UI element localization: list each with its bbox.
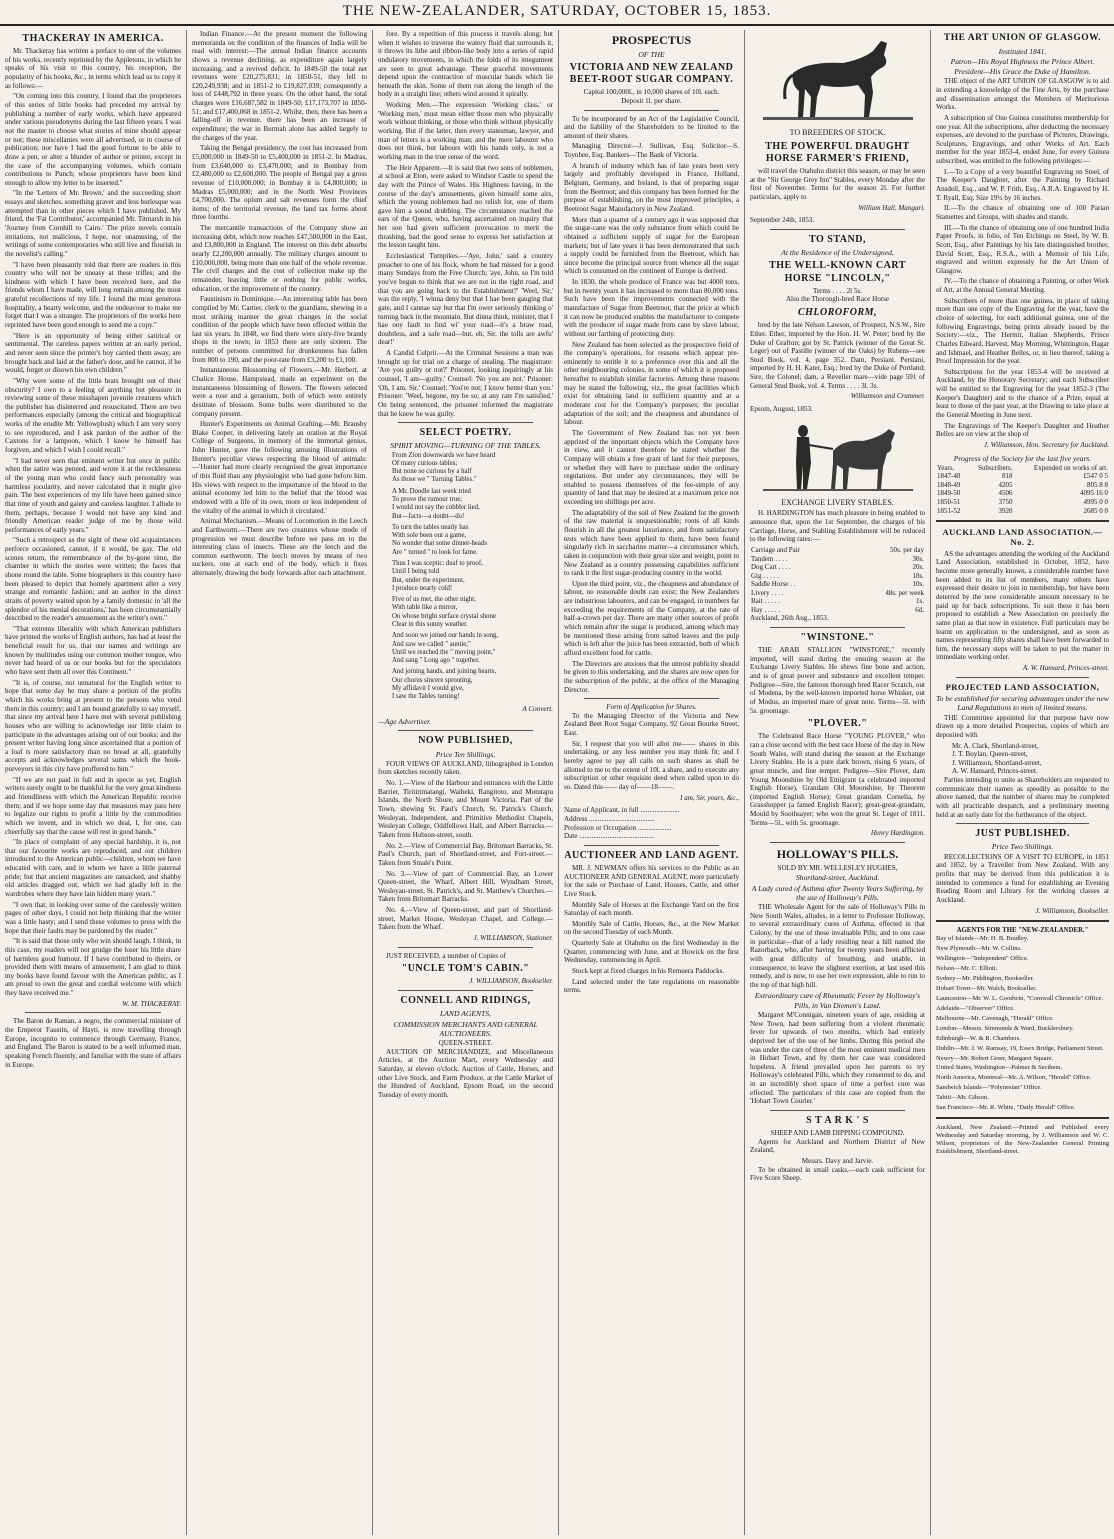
divider [956,677,1089,678]
poem-line: Our chorus sincere sprouting, [392,676,473,684]
poem-stanza [378,452,553,485]
ad-signature: Williamson and Crummer. [850,392,925,401]
table-row [936,489,1109,498]
poem-stanza [378,668,553,701]
agent-entry: Hobart Town—Mr. Walch, Bookseller. [936,985,1037,993]
ad-subheading: SHEEP AND LAMB DIPPING COMPOUND. [770,1129,905,1138]
table-cell: 805 8 8 [1087,480,1108,489]
table-cell: 4205 [998,480,1013,489]
table-cell: £547 0 5 [1083,472,1108,481]
poem-title: SPIRIT MOVING—TURNING OF THE TABLES. [390,441,541,451]
ad-body: The Engravings of The Keeper's Daughter and Heather Belles are on view at the shop of [936,421,1109,439]
table-cell: 2685 0 0 [1083,506,1108,515]
poem-line: And soon we joined our hands in song, [392,632,499,640]
divider [936,1117,1109,1119]
ad-body: AUCTION OF MERCHANDIZE, and Miscellaneous Articles, at the Auction Mart, every Wednesday and Saturday, at eleven o'clock. Auction of Cattle, Horses, and other Live Stock, and Farm Produce, at the Cattle Market of the Hundred of Auckland, Epsom Road, on the second Tuesday of every month. [378,1047,553,1099]
prospectus-paragraph: The adaptability of the soil of New Zealand for the growth of the raw material is unquestionable; roots of all kinds flourish in all the greatest luxuriance, and from satisfactory tests which have been applied to them, have been found singularly rich in saccharine matter—a circumstance which, taken in conjunction with their great size and weight, point to New Zealand as a country possessing capabilities sufficient to rank it the first sugar-producing country in the world. [564,508,739,578]
table-cell: 1851-52 [937,506,961,515]
table-cell: 48s. per week [885,588,924,597]
poem-line: Thus I was sceptic: deaf to proof, [392,560,483,567]
agent-entry: Launceston—Mr. W. L. Goodwin, "Cornwall Chronicle" Office. [936,995,1104,1002]
divider [398,730,533,731]
form-field: Profession or Occupation ................... [564,823,672,832]
ad-heading: S T A R K ' S [806,1115,869,1127]
ad-item: No. 3.—View of part of Commercial Bay, an Lower Queen-street, the Wharf, Albert Hill, Wyndham Street, Wesleyan-street, St. Patrick's, and St. Matthew's Churches.—Taken from Britomart Barracks. [378,869,553,904]
ad-body: THE Wholesale Agent for the sale of Holloway's Pills in New South Wales, alludes, in a letter to Professor Holloway, to several extraordinary cures of Asthma, effected in that Colony, by the use of these invaluable Pills; and to one case in particular—that of a lady residing near a hill named the Razorback, who, after having for twenty years been afflicted with great difficulty of breathing, and unable, in consequence, to leave the slightest exertion, at last used this remedy, and is now, to use her own expression, able to run to the top of that high hill. [750,903,925,989]
ad-list-item: III.—To the chance of obtaining one of one hundred India Paper Proofs, in folio, of Ten Etchings on Steel, by W. B. Scott, Esq., after Paintings by his late distinguished brother, David Scott, Esq., R.S.A., with a Memoir of his Life, engraved and written expressly for the Art Union of Glasgow. [936,223,1109,275]
form-sign: I am, Sir, yours, &c., [680,793,739,802]
prospectus-of: OF THE [638,49,665,59]
article-paragraph: "If we are not paid in full and in specie as yet, English writers surely ought to be thankful for the very great kindness and friendliness with which the American Republic receive them; and if we hope some day that measures may pass here to legalize our rights to profit a little by the commodities which we invent, and in which we deal, I, for one, can cheerfully say that the cause will rest in good hands." [5,775,181,836]
table-cell: 4095 16 0 [1080,489,1108,498]
table-row [936,472,1109,481]
table-cell: 4995 0 0 [1083,497,1108,506]
prospectus-paragraph: Managing Director—J. Sullivan, Esq. Solicitor—S. Toynbee, Esq. Bankers—The Bank of Victoria. [564,142,739,160]
table-cell: 1s. [916,597,924,606]
ad-signature: J. WILLIAMSON, Stationer. [473,934,553,942]
poem-line: A Mr. Doodle last week tried [392,487,471,495]
article-paragraph: The mercantile transactions of the Company show an increasing debt, which now reaches £47,500,000 in the East, and £3,800,000 in England. The interest on this debt absorbs nearly £2,200,000 annually. The military charges amount to £10,000,000, being more than one half of the whole revenue. The civil charges and the cost of collection make up the remainder, leaving little or nothing for public works, education, or the improvement of the country. [192,224,367,293]
poem-line: I would not say the cobbler lied, [392,504,480,512]
ad-body: The Celebrated Race Horse "YOUNG PLOVER," who ran a close second with the best race Horse of the day in New South Wales, will stand during the season at the Exchange Livery Stables. He is a pure dark brown, rising 6 years, of great muscle, and fine temper. Pedigree—Sire Plover, dam Young Moonshine by Old Emigrant (a celebrated imported English Horse), Grandam Old Moonshine, by Theorem (imported English Horse); Great grandam Cornelia, by Grasshopper (a famed English Racer); great-great-grandam, Mould by Soothsayer; who won the great St. Leger of 1811. Terms—5l., with 5s. groomage. [750,732,925,827]
poem-stanza [378,632,553,665]
agent-entry: Bay of Islands—Mr. H. B. Bradley. [936,935,1029,943]
article-paragraph: "On coming into this country, I found that the proprietors of this series of little books had preceded my arrival by publishing a number of early works, which have appeared under various pseudonyms during the last fifteen years. I was not the master to choose what stories of mine should appear or not; these miscellanies were all advertised, or in course of publication; nor have I had the good fortune to be able to draw a pen, or alter a blunder of author or printer, except in the case of the accompanying volumes, which contain contributions to Punch; whose proprietors have been kind enough to allow my letter to be inserted." [5,92,181,187]
divider [770,842,905,843]
agent-entry: Sandwich Islands—"Polynesian" Office. [936,1084,1042,1092]
ad-body: Quarterly Sale at Otahuhu on the first Wednesday in the Quarter, commencing with June, and at Howick on the first Wednesday, commencing in April. [564,939,739,965]
divider [25,1012,161,1013]
deposit-list-item: A. W. Hansard, Princes-street. [952,767,1038,776]
poem-stanza [378,596,553,629]
ad-signature: J. Williamson, Bookseller. [1035,906,1109,915]
ad-terms: Terms . . . . 2l 5s. [813,286,862,295]
table-cell: Livery . . . . [751,588,784,597]
table-cell: 6d. [915,605,924,614]
ad-item: No. 1.—View of the Harbour and entrances with the Little Barrier, Tiritirimatangi, Waiheki, Rangitoto, and Motutapu Islands, the North Shore, and Mount Victoria. Part of the Town, shewing St. Paul's Church, St. Patrick's Church, Wesleyan, Independent, and Primitive Methodist Chapels, Wesleyan College, Oddfellows Hall, and Albert Barracks.—Taken from Hobson-street, south. [378,779,553,839]
column-4 [558,30,744,1535]
ad-heading: NOW PUBLISHED, [418,735,513,747]
ad-address: Shortland-street, Auckland. [795,873,880,883]
article-paragraph: "Why were some of the little brats brought out of their obscurity? I own to a feeling of anything but pleasure in reviewing some of these misshapen juvenile creatures which the publisher has disinterred and resuscitated. There are two performances especially (among the critical and biographical works of the erudite Mr. Yellowplush) which I am very sorry to see reproduced, and I ask pardon of the author of the Caxtons for a lampoon, which I know he himself has forgiven, and which I wish I could recall." [5,376,181,455]
table-cell: Saddle Horse . . [751,580,796,589]
poem-line: Are " turned " to look for fame. [392,548,478,556]
article-paragraph: "It is said that those only who win should laugh. I think, in this case, my readers will not grudge the loser his little share of harmless good humour. If I have contributed to theirs, or provided them with means of amusement, I am glad to think my books have found favour with the American public, as I am proud to own the great and cordial welcome with which they have received me." [5,937,181,998]
ad-body: will travel the Otahuhu district this season, or may be seen at the "Sir George Grey Inn" Stables, every Monday after the first of November. Terms for the season 2l. For further particulars, apply to [750,167,925,202]
table-header: Subscribers. [978,463,1013,472]
article-paragraph: The Baron de Raman, a negro, the commercial minister of the Emperor Faustin, of Hayti, is now travelling through Europe, incognito to commence through Germany, France, and England. The Baron is stated to be a well informed man, speaking French fluently, and familiar with the state of affairs in Europe. [5,1017,181,1069]
ad-subheading: LAND AGENTS, [440,1009,491,1019]
ad-item: No. 2.—View of Commercial Bay, Britomart Barracks, St. Paul's Church, part of Shortland-street, and Fort-street.—Taken from Smale's Point. [378,841,553,867]
divider [936,920,1109,922]
company-name: VICTORIA AND NEW ZEALAND BEET-ROOT SUGAR COMPANY. [569,61,734,86]
ad-heading: HOLLOWAY'S PILLS. [776,847,899,862]
ad-body: Stock kept at fixed charges in his Remuera Paddocks. [572,967,725,976]
ad-subheading: Extraordinary cure of Rheumatic Fever by Holloway's Pills, in Van Diemen's Land. [754,991,921,1010]
horse-title: "WINSTONE." [800,631,875,643]
table-cell: 10s. [912,580,924,589]
article-paragraph: "That extreme liberality with which American publishers have printed the works of English authors, has had at least the beneficial result for us, that our names and writings are known by multitudes using our common mother tongue, who never had heard of us or our books but for the speculators who have sent them all over this Continent." [5,624,181,677]
table-cell: Hay . . . . . [751,605,781,614]
ad-body: Subscribers of more than one guinea, in place of taking more than one copy of the Engraving for the year, have the choice of selecting, for each additional guinea, one of the following Engravings, being prints already issued by the Society:—viz., The Hermit, Italian Shepherds, Prince Charles Edward, Harvest, May Morning, Whittington, Hagar and Ishmael, and Heather Belles, or, in lieu thereof, taking a Proof Impression for the year. [936,296,1109,366]
table-row [750,563,925,572]
table-row [750,580,925,589]
poem-line: But none so curious by a half [392,468,472,476]
prospectus-paragraph: A branch of industry which has of late years been very largely and profitably developed in France, Holland, Belgium, Germany, and Ireland, is that of preparing sugar from the Beetroot; and this company has been formed for the purpose of establishing, on the most improved principles, a Beetroot Sugar Manufactory in New Zealand. [564,161,739,213]
ad-date: Auckland, 26th Aug., 1853. [750,614,829,623]
divider [584,845,719,846]
horse-title: THE WELL-KNOWN CART HORSE "LINCOLN," [769,260,906,284]
masthead [0,0,1114,26]
ad-body: Margaret M'Connigan, nineteen years of age, residing at New Town, had been suffering from a violent rheumatic fever for upwards of two months, which had entirely deprived her of the use of her limbs. During this period she was under the care of three of the most eminent medical men in Hobart Town, and by them her case was considered hopeless. A friend prevailed upon her parents to try Holloway's celebrated Pills, which they consented to do, and in an incredibly short space of time a perfect cure was effected. The particulars of this case are copied from the 'Hobart Town Courier.' [750,1010,925,1106]
poem-line: With sole been our a game, [392,532,467,540]
table-row [750,555,925,564]
prospectus-paragraph: New Zealand has been selected as the prospective field of the company's operations, for reasons which appear pre-eminently to entitle it to a preference over this and all the other neighbouring colonies, in some of which it is proposed hereafter to establish similar factories. Among these reasons may be stated the following, viz., the great facilities which exist for obtaining land in sufficient quantity and at a moderate cost for the Company's purposes; the peculiar adaptation of the soil; and the cheapness and abundance of labour. [564,340,739,427]
divider [398,947,533,948]
agent-entry: Tahiti—Mr. Gibson. [936,1094,989,1102]
ad-body: Monthly Sale of Horses at the Exchange Yard on the first Saturday of each month. [564,900,739,918]
ad-body: Subscriptions for the year 1853-4 will be received at Auckland, by the Honorary Secretary; and each Subscriber will be entitled to the Engraving for the year 1852-3 (The Keeper's Daughter) and to the chance of a Prize, equal at least to those of the past year, at the Drawing to take place at the General Meeting in June next. [936,367,1109,420]
form-field: Date .......................................... [564,832,654,841]
article-paragraph: The Heir Apparent.—It is said that two sons of noblemen, at school at Eton, were asked to Windsor Castle to spend the day with the Prince of Wales. His Highness having, in the course of the day's amusements, given himself some airs, which the young noblemen had no relish for, one of them gave him a sound drubbing. The circumstance reached the ears of the Queen, who, having ascertained on inquiry that her son had given sufficient provocation to merit the thrashing, had the good sense to express her satisfaction at the lesson taught him. [378,163,553,250]
agent-entry: London—Messrs. Simmonds & Ward, Bucklersbury. [936,1024,1074,1032]
ad-body: Monthly Sale of Cattle, Horses, &c., at the New Market on the second Tuesday of each Month. [564,919,739,937]
poem-line: As those we " Turning Tables." [392,476,477,484]
ad-list-item: II.—To the chance of obtaining one of 100 Parian Statuettes and Groups, with shades and stands. [936,204,1109,221]
ad-heading: TO STAND, [809,233,866,245]
poem-source: —Age Advertiser. [378,717,432,727]
article-paragraph: "It is, of course, not unnatural for the English writer to hope that some day he may share a portion of the profits which his works bring at present to the persons who vend them in this country; and I am bound gratefully to say myself, that since my arrival here I have met with several publishing houses who are willing to acknowledge our little claim to participate in the advantages arising out of our books; and the present writer having long since ascertained that a portion of a loaf is more satisfactory than no bread at all, gratefully accepts and acknowledges several sums which the book-purveyors in this city have proffered to him." [5,678,181,774]
column-3 [372,30,558,1535]
table-cell: Bait . . . . . [751,597,781,606]
ad-body: Parties intending to unite as Shareholders are requested to communicate their names as speedily as possible to the above named, that the number of shares may be completed with all practicable despatch, and a preliminary meeting held at an early date for the furtherance of the object. [936,776,1109,819]
masthead-title: THE NEW-ZEALANDER, SATURDAY, OCTOBER 15, 1853. [342,3,772,19]
ad-body: THE Committee appointed for that purpose have now drawn up a more detailed Prospectus, copies of which are deposited with [936,713,1109,739]
poetry-heading: SELECT POETRY. [419,427,512,439]
ad-heading: PROJECTED LAND ASSOCIATION, [945,681,1100,692]
article-paragraph: "In place of complaint of any special hardship, it is, not that our favourite works are reproduced, and our children introduced to the American public—children, whom we have educated with care, and in whom we have a little paternal pride; but that ancient magazines are ransacked, and shabby old articles dragged out, which we had gladly left in the wardrobes where they have lain hidden many years." [5,838,181,899]
ad-body: H. HARDINGTON has much pleasure in being enabled to announce that, upon the 1st September, the charges of his Carriage, Horse, and Stabling Establishment will be reduced to the following rates:— [750,509,925,544]
poem-line: Clear in this sunny weather. [392,620,468,628]
prospectus-paragraph: Upon the third point, viz., the cheapness and abundance of labour, no reasonable doubt can exist; the New Zealanders are industrious labourers, and can be engaged, in numbers far exceeding the requirements of the Company, at the rate of half-a-crown per day. There are many other sources of profit which remain after the sugar is produced, among which may be mentioned these arising from salted leaves and the pulp which is left after the juice has been extracted, both of which afford excellent food for cattle. [564,579,739,657]
poem-line: I produce nearly cold! [392,584,453,592]
ad-item: No. 4.—View of Queen-street, and part of Shortland-street, Market House, Wesleyan Chapel, and College.—Taken from the Wharf. [378,906,553,932]
article-paragraph: Taking the Bengal presidency, the cost has increased from £5,000,000 in 1849-50 to £5,400,000 in 1851-2. In Madras, from £3,640,000 to £3,470,000; and in Bombay from £2,480,000 to £2,600,000. The people of Bengal pay a gross revenue of £10,000,000; in Bombay it is £4,800,000; in Madras £5,000,000; and in the North West Provinces £4,700,000. The opium and salt revenues form the chief items; of the territorial revenue, the land tax forms about three fourths. [192,144,367,222]
prospectus-heading: PROSPECTUS [611,33,692,47]
poem-line: Until we reached the " moving point," [392,648,496,656]
table-cell: 1849-50 [937,489,961,498]
livery-rates-table [750,546,925,614]
ad-subheading: To be established for securing advantages under the new Land Regulations to men of limited means. [936,694,1109,713]
ad-body: RECOLLECTIONS OF A VISIT TO EUROPE, in 1851 and 1852, by a Traveller from New Zealand. With any profits that may be derived from this publication it is intended to commence a fund for establishing an Evening Reading Room and Library for the working classes at Auckland. [936,852,1109,904]
poem-line: My affidavit I would give, [392,684,464,692]
ad-heading: THE ART UNION OF GLASGOW. [943,33,1102,43]
agents-list [936,935,1109,1112]
poem [378,452,553,702]
ad-list-item: I.—To a Copy of a very beautiful Engraving on Steel, of The Keeper's Daughter, after the Painting by Richard Ansdell, Esq., and W. P. Frith, Esq., A.R.A. Engraved by H. T. Ryall, Esq. Size 19½ by 16 inches. [936,167,1109,202]
poem-stanza [378,488,553,521]
ad-body: AS the advantages attending the working of the Auckland Land Association, established in October, 1852, have become more generally known, a considerable number have been added to its list of members, many others have expressed their desire to join in membership, but have been deterred by the now considerable amount necessary to be paid up for back subscriptions. To suit these it has been proposed to establish a New Association on precisely the same plan as that now in existence. Full particulars may be learnt on application to the undersigned, and as soon as names representing fifty shares shall have been forwarded to him, the necessary steps will be taken to put the matter in immediate working order. [936,549,1109,662]
divider [770,1110,905,1111]
ad-heading: AUCTIONEER AND LAND AGENT. [564,849,739,861]
table-cell: 1848-49 [937,480,961,489]
ad-signature: J. WILLIAMSON, Bookseller. [469,977,553,986]
form-heading: Form of Application for Shares. [606,703,697,712]
ad-list-item: IV.—To the chance of obtaining a Painting, or other Work of Art, at the Annual General Meeting. [936,277,1109,295]
table-row [750,572,925,581]
prospectus-paragraph: More than a quarter of a century ago it was supposed that the sugar-cane was the only substance from which could be obtained a sufficient supply of sugar for the European markets; but of late years it has been demonstrated that such a supply could be furnished from the Beetroot, which has since become the principal source from whence all the sugar which is consumed on the continent of Europe is derived. [564,215,739,276]
ad-line: Also the Thorough-bred Race Horse [785,295,890,304]
article-paragraph: "Here is an opportunity of being either satirical or sentimental. The careless papers written at an early period, and never seen since the printer's boy carried them away, are brought back and laid at the father's door, and he cannot, if he would, forget or disown his own children." [5,331,181,375]
president-line: President—His Grace the Duke of Hamilton. [954,67,1091,77]
agent-entry: Newry—Mr. Robert Greer, Margaret Square. [936,1054,1054,1062]
ad-body: THE object of the ART UNION OF GLASGOW is to aid in extending a knowledge of the Fine Arts, by the purchase and dissemination amongst the Members of Meritorious Works. [936,77,1109,112]
ad-lead: FOUR VIEWS OF AUCKLAND, lithographed in London from sketches recently taken. [378,759,553,777]
divider [936,520,1109,522]
table-row [750,546,925,555]
article-paragraph: "I had never seen that eminent writer but once in public when the satire was penned, and wrote it at the recklessness of the young man who could fancy such personality was harmless jocularity, and never calculated that it might give pain. The best experiences of my life have been gained since that time of youth and gaiety and careless laughter. I allude to them, perhaps, because I would not have any kind and friendly American reader judge of me by those wild performances of early years." [5,456,181,534]
progress-table [936,464,1109,515]
article-paragraph: "In the 'Letters of Mr. Brown,' and the succeeding short essays and sketches, something graver and less burlesque was attempted than in other pieces which I have published. My friend, the 'Fat Contributor,' accompanied Mr. Titmarsh in his 'Journey from Cornhill to Cairo.' The prize novels contain imitations, not malicious, I hope, nor unamusing, of the writings of some contemporaries who still live and flourish in the novelist's calling." [5,189,181,258]
ad-subheading: Instituted 1841. [998,46,1047,56]
ad-subheading: A Lady cured of Asthma after Twenty Years Suffering, by the use of Holloway's Pills. [751,883,924,902]
table-cell: 4506 [998,489,1013,498]
prospectus-paragraph: The Government of New Zealand has not yet been apprized of the important objects which the Company have in view, and it cannot therefore be stated whether the Company will obtain a free grant of land for their purposes, or whether they will have to purchase under the ordinary regulations. But under any circumstances, they will be enabled to possess themselves of the fee-simple of any quantity of land that may be desired at a maximum price not exceeding ten shillings per acre. [564,428,739,507]
ad-signature: A. W. Hansard, Princes-street. [1022,664,1109,673]
divider [398,422,533,423]
deposit-list-item: J. Williamson, Shortland-street, [952,758,1042,767]
form-to: To the Managing Director of the Victoria and New Zealand Beet Root Sugar Company, 92 Great Bourke Street, East. [564,711,739,738]
divider [770,229,905,230]
deposit-list-item: J. T. Boylan, Queen-street, [952,750,1028,759]
table-header: Years. [937,463,955,472]
table-row [936,481,1109,490]
divider [956,823,1089,824]
prospectus-paragraph: The Directors are anxious that the utmost publicity should be given to this undertaking, and the shares are now open for the subscription of the public, at the office of the Managing Director. [564,659,739,694]
poem-line: But—facts—a doubt—do! [392,512,465,520]
agent-entry: United States, Washington—Palmer & Secthem. [936,1064,1063,1072]
agent-entry: Edinburgh—W. & R. Chambers. [936,1034,1021,1042]
table-cell: 1847-48 [937,472,961,481]
article-paragraph: Animal Mechanism.—Means of Locomotion in the Leech and Earthworm.—There are two creatures whose mode of progression we must describe before we pass on to the interesting class of insects. These are the leech and the common earthworm. The leech moves by means of two suckers, one at each end of the body, which it fixes alternately, drawing the body forwards after each attachment. [192,517,367,578]
agent-entry: San Francisco—Mr. R. White, "Daily Herald" Office. [936,1104,1076,1112]
article-paragraph: Indian Finance.—At the present moment the following memoranda on the condition of the finances of India will be read with interest:—The annual Indian finance accounts shows a revenue declining, as expenditure again largely increasing, and a revived deficit. In 1849-50 the total net revenues were £20,275,831; in 1850-51, they fell to £20,249,938; and in 1851-2 to £19,827,039; consequently a loss of £448,792 in three years. On the other hand, the total charges were £16,687,582 in 1849-50; £17,173,707 in 1850-51; and £17,400,068 in 1851-2. Whilst, then, there has been a falling-off in revenue, there has been an increase of expenditure; the war in Burmah alone has added largely to the charges of the year. [192,30,367,142]
table-cell: Tandem . . . . [751,554,788,563]
poem-line: I saw the Tables turning! [392,693,460,701]
poem-line: To turn the tables neatly has [392,523,469,531]
ad-date: September 24th, 1853. [750,216,815,225]
deposit-line: Deposit 1l. per share. [621,96,682,105]
article-paragraph: "Such a retrospect as the sight of these old acquaintances perforce occasioned, cannot, if it would, be gay. The old scenes return, the remembrance of the by-gone time, the chamber in which the stories were written; the faces that shone round the table. Some biographers in this country have been pleased to depict that homely apartment after a very strange and romantic fashion; and an author in the direct straits of poverty waited upon by a family domestic in 'all the splendor of his menial decorations,' has been circumstantially described to the reader's amusement as the writer's own." [5,536,181,623]
poem-stanza [378,560,553,593]
poem-line: With table like a mirror, [392,604,458,612]
table-row [936,507,1109,516]
ad-signature: Henry Hardington. [870,829,925,838]
article-paragraph: Faustinism in Dominique.—An interesting table has been compiled by Mr. Cartier, clerk to the guardians, shewing in a most striking manner the great changes in the social condition of the people which have been effected within the last six years. In 1848, we find there were sixty-five brandy shops in the town; in 1853 there are only sixteen. The number of persons committed for drunkenness has fallen from 800 to 190, and the poor-rate from £3,200 to £1,100. [192,295,367,364]
deposit-list-item: Mr. A. Clark, Shortland-street, [952,741,1039,750]
prospectus-paragraph: To be incorporated by an Act of the Legislative Council, and the liability of the Shareholders to be limited to the amount of their shares. [564,114,739,140]
agent-entry: Dublin—Mr. J. W. Ramsay, 19, Essex Bridge, Parliament Street. [936,1044,1104,1052]
ad-heading: CONNELL AND RIDINGS, [400,995,531,1007]
ad-body: Agents for Auckland and Northern District of New Zealand, [750,1137,925,1155]
horse-title: "PLOVER." [807,718,868,730]
poem-line: Five of us met, the other night, [392,596,476,604]
ad-body: To be obtained in small casks,—each cask sufficient for Five Score Sheep. [750,1165,925,1183]
article-paragraph: fore. By a repetition of this process it travels along; but when it wishes to traverse the watery fluid that surrounds it, it throws its lithe and ribbon-like body into a series of rapid undulatory movements, in which the folds of its integument are seen to great advantage. These graceful movements depend upon the contraction of muscular bands which lie beneath the skin. Some of them run along the length of the body in a straight line; others wind around it spirally. [378,30,553,99]
table-title: Progress of the Society for the last five years. [953,453,1092,463]
table-cell: 18s. [912,571,924,580]
ad-address: QUEEN-STREET. [438,1039,493,1048]
article-paragraph: Mr. Thackeray has written a preface to one of the volumes of his works, recently reprinted by the Appletons, in which he speaks of his visit to this country, his reception, the popularity of his books, &c., in terms which lead us to copy it as follows:— [5,47,181,90]
ad-signature: J. Williamson, Hon. Secretary for Auckland. [983,440,1109,449]
ad-body: A subscription of One Guinea constitutes membership for one year. All the subscriptions, after deducting the necessary expenses, are devoted to the purchase of Pictures, Drawings, Sculptures, Engravings, and other Works of Art. Each member for the year 1853-4, ended June, for every Guinea subscribed, was entitled to the following privileges:— [936,113,1109,166]
ad-heading: JUST PUBLISHED. [975,828,1070,840]
ad-body: MR. J. NEWMAN offers his services to the Public as an AUCTIONEER AND GENERAL AGENT, more particularly for the sale or Purchase of Land, Houses, Cattle, and other Live Stock. [564,863,739,898]
poem-line: But, under the experiment, [392,576,465,584]
poem-stanza [378,524,553,557]
ad-subheading: SOLD BY MR. WELLESLEY HUGHES, [777,863,898,872]
poem-line: No wonder that some dinner-heads [392,540,487,548]
ad-signature: William Hall, Mangari. [858,203,925,212]
table-cell: 50s. per day [889,545,924,554]
article-signature: W. M. THACKERAY. [122,999,181,1008]
agents-heading: AGENTS FOR THE "NEW-ZEALANDER." [956,927,1089,935]
horse-engraving [763,33,913,125]
table-row [936,498,1109,507]
form-body: Sir, I request that you will allot me—— shares in this undertaking, or any less number you may think fit; and I hereby agree to pay all calls on such shares as shall be allotted to me to the extent of 10l. a share, and to execute any subscription or other requisite deed when called upon to do so. Dated this—— day of——18——. [564,739,739,791]
ad-subheading: COMMISSION MERCHANTS AND GENERAL AUCTIONEERS. [393,1019,538,1038]
poem-line: Until I being told [392,568,440,576]
ad-body: bred by the late Nelson Lawson, of Prospect, N.S.W., Sire Ether. Ether, imported by the Hon. H. W. Peter; bred by the Duke of Grafton; got by St. Patrick (winner of the Great St. Leger) out of Pastille (winner of the Oaks) by Rubens—see Stud Book, vol. 4, page 352. Dam, Persiani. Persiani, imported by H. H. Kater, Esq.; bred by the Duke of Portland; Sire, the Colonel; dam, a Reveller mare—vide page 591 of General Stud Book, vol. 4. Terms . . . . 3l. 3s. [750,321,925,390]
patron-line: Patron—His Royal Highness the Prince Albert. [950,56,1095,66]
poem-line: And saw we called " auntie," [392,640,471,648]
column-5 [744,30,930,1535]
poem-line: Of many curious tables; [392,459,458,467]
ad-price: Price Two Shillings. [991,842,1054,852]
ad-agents: Messrs. Davy and Jarvie. [801,1157,874,1166]
divider [584,110,719,111]
prospectus-paragraph: In 1830, the whole produce of France was but 4000 tons, but in twenty years it has increased to more than 80,000 tons. Such have been the improvements connected with the manufacture of Sugar from Beetroot, that the price at which it can now be produced enables the manufacturer to compete with the producer of sugar made from cane by slave labour, without our farthing of protecting duty. [564,278,739,338]
article-paragraph: Working Men.—The expression 'Working class,' or 'Working men,' must mean either those men who physically work without thinking, or those who think without physically working. But if the latter, then every statesman, lawyer, and man of letters is a working man; and the mere labourer who does not think, but labours with his hands only, is not a working man in the true sense of the word. [378,101,553,161]
column-1 [0,30,186,1535]
table-cell: Dog Cart . . . . [751,563,791,572]
table-row [750,589,925,598]
table-header: Expended on works of art. [1033,463,1108,472]
article-paragraph: Instantaneous Blossoming of Flowers.—Mr. Herbert, at Chalice House, Hampstead, made an experiment on the instantaneous blossoming of flowers. The flowers selected were a rose and a geranium, both of which were entirely destitute of blossom. Some bulbs were distributed to the company present. [192,366,367,418]
ad-heading: AUCKLAND LAND ASSOCIATION.—No. 2. [942,527,1103,548]
section-caption: EXCHANGE LIVERY STABLES. [781,497,894,507]
table-cell: 1850-51 [937,497,961,506]
divider [584,698,719,699]
ad-lead: JUST RECEIVED, a number of Copies of [386,951,506,960]
ad-body: THE ARAB STALLION "WINSTONE," recently imported, will stand during the ensuing season at the Exchange Livery Stables. He shews fine bone and action, and is of great power and substance and excellent temper. Pedigree—Sire, the famous thorough bred Racer Scratch, out of Modena, by the well-known imported horse Whisker, out of Modus, an imported mare of great note. Terms—5l. with 5s. groomage. [750,646,925,715]
section-caption: TO BREEDERS OF STOCK. [789,128,886,137]
agent-entry: Sydney—Mr. Piddington, Bookseller. [936,975,1035,983]
book-title: "UNCLE TOM'S CABIN." [401,963,530,975]
table-cell: 3920 [998,506,1013,515]
table-cell: 20s. [912,563,924,572]
printer-imprint: Auckland, New Zealand:—Printed and Published every Wednesday and Saturday morning, by J. Williamson and W. C. Wilson, proprietors of the New-Zealander General Printing Establishment, Shortland-street. [936,1124,1109,1155]
agent-entry: New Plymouth—Mr. W. Collins. [936,945,1022,953]
table-cell: 818 [1002,472,1013,481]
article-paragraph: Ecclesiastical Turnpikes.—'Aye, John,' said a country preacher to one of his flock, whom he had missed for a good many Sundays from the Free Church; 'aye, John, so I'm told you've begun to think that we are not in the right road, and that you are going back to the Establishment?' 'Weel, Sir,' was the reply, 'I winna deny but that I hae been gauging that gate, and I cannae say but that I'm ower seriously thinking o' turning back in the mountain. But dinna think, minister, that I hae ony fault to find wi' your road—it's a braw road, doubtless, and a safe road—but, eh, Sir, the tolls are awfu' dear!' [378,252,553,347]
table-cell: 30s. [912,554,924,563]
horse-title: THE POWERFUL DRAUGHT HORSE FARMER'S FRIEND, [765,140,910,164]
ad-price: Price Ten Shillings, [435,749,496,759]
poem-line: To prove the rumour true; [392,496,463,504]
table-row [750,606,925,615]
form-field: Name of Applicant, in full ...................... [564,806,680,815]
capital-line: Capital 100,000l., in 10,000 shares of 10l. each. [583,88,720,97]
ad-body: Land selected under the late regulations on reasonable terms. [564,977,739,995]
poem-line: And joining hands, and joining hearts, [392,668,497,676]
column-6 [930,30,1114,1535]
article-heading: THACKERAY IN AMERICA. [22,33,164,44]
agent-entry: Wellington—"Independent" Office. [936,955,1029,963]
poem-line: From Zion downwards we have heard [392,451,496,459]
table-cell: Carriage and Pair [751,545,800,554]
table-cell: 3750 [998,497,1013,506]
form-field: Address ..................................... [564,814,655,823]
table-cell: Gig . . . . . [751,571,779,580]
poem-line: And sang " Long ago " together. [392,657,480,665]
poem-signature: A Convert. [522,704,553,713]
ad-date: Epsom, August, 1853. [750,405,813,414]
article-paragraph: A Candid Culprit.—At the Criminal Sessions a man was brought up for trial on a charge of stealing. The magistrate: 'Are you guilty or not?' Prisoner, looking inquiringly at his counsel, 'I am—guilty.' Counsel: 'No you are not.' Prisoner: 'Oh, I am, Sir.' Counsel: 'You're not; I know better than you.' Prisoner: 'Weel, begone, my be so; at any rate I'm satisfied.' On being sentenced, the prisoner informed the magistrate that he knew he was guilty. [378,349,553,418]
groom-and-horse-engraving [763,417,913,495]
agent-entry: North America, Montreal—Mr. A. Wilson, "Herald" Office. [936,1074,1092,1082]
poem-line: On whose bright surface crystal shone [392,612,497,620]
horse-title: CHLOROFORM, [797,307,878,319]
ad-subheading: At the Residence of the Undersigned, [781,248,894,258]
divider [398,990,533,991]
table-row [750,597,925,606]
table-header-row [936,464,1109,473]
divider [770,627,905,628]
column-2 [186,30,372,1535]
article-paragraph: "I have been pleasantly told that there are readers in this country who will not be uneasy at these trifles; and the kindness with which I have been received here, and the friends whom I have made, will long remain among the most grateful recollections of my life. I found the most generous hospitality, a hearty welcome, and the endeavour to make me forget that I was a stranger. The proprietors of the works here reprinted have been good enough to send me a copy." [5,260,181,330]
agent-entry: Adelaide—"Observer" Office. [936,1004,1015,1012]
agent-entry: Melbourne—Mr. Cavenagh, "Herald" Office. [936,1014,1054,1022]
agent-entry: Nelson—Mr. C. Elliott. [936,965,998,973]
article-paragraph: "I own that, in looking over some of the carelessly written pages of other days, I could not help thinking that the writer was a little hasty; and I send these volumes to press with the hope that their faults may be pardoned by the reader." [5,900,181,935]
article-paragraph: Hunter's Experiments on Animal Grafting.—Mr. Bransby Blake Cooper, in delivering lately an oration at the Royal College of Surgeons, in memory of the immortal genius, John Hunter, gave the following amusing illustrations of Hunter's peculiar views respecting the blood of animals:—'Hunter had more clearly recognised the great importance of this fluid than any physiologist who had gone before him. His views with respect to the importance of the blood to the animal economy led him to the belief that the blood was endowed with a life of its own, more or less independent of the vitality of the animal in which it circulated.' [192,420,367,515]
